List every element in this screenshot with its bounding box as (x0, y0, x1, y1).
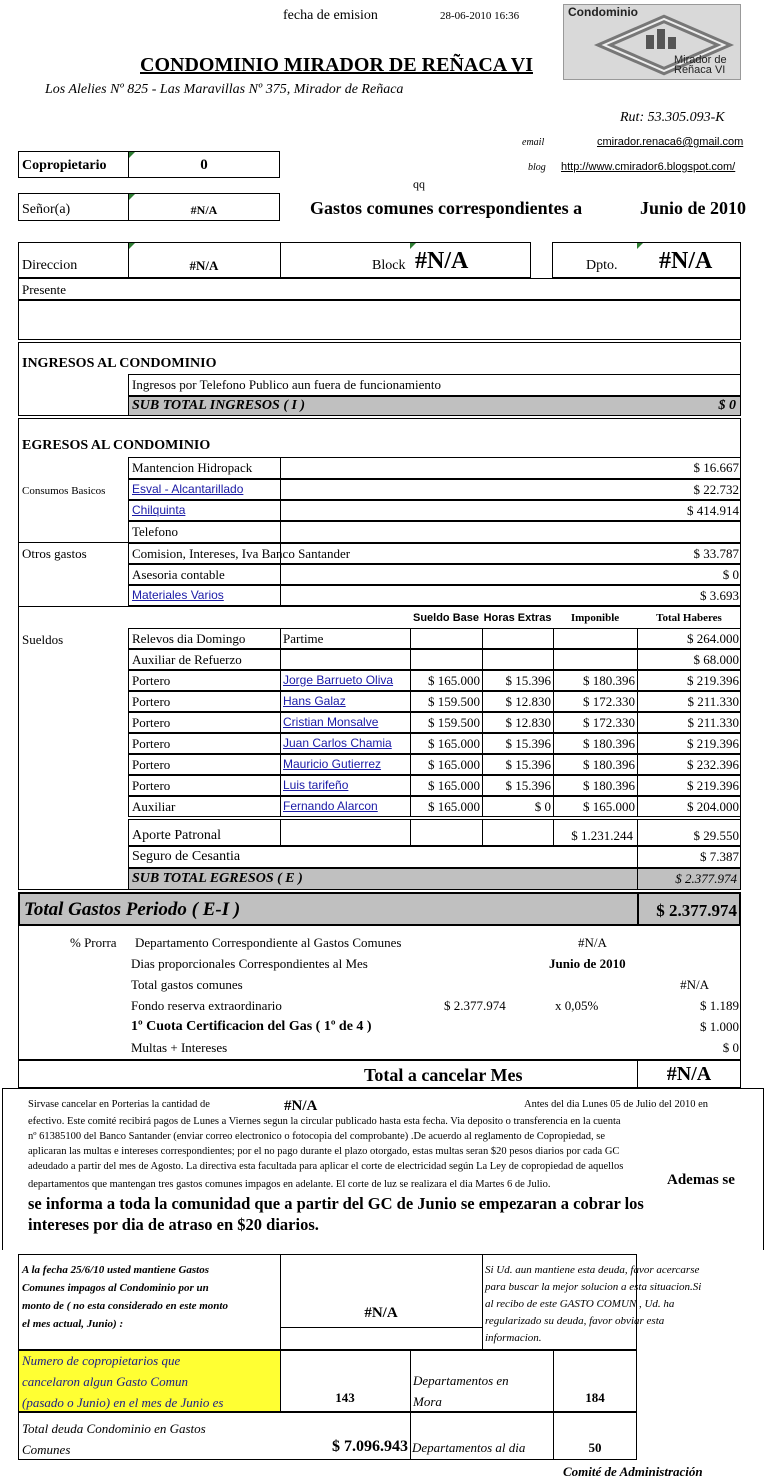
line-item-value: $ 33.787 (693, 546, 739, 561)
salary-role: Auxiliar (132, 799, 176, 814)
total-deuda-value: $ 7.096.943 (332, 1438, 408, 1455)
salary-extras: $ 15.396 (505, 673, 551, 688)
salary-total: $ 204.000 (687, 799, 739, 814)
cell-divider (553, 628, 554, 649)
cancelar-value: #N/A (666, 1063, 712, 1085)
salary-total: $ 219.396 (687, 778, 739, 793)
salary-total: $ 219.396 (687, 736, 739, 751)
salary-imponible: $ 172.330 (583, 694, 635, 709)
salary-total: $ 232.396 (687, 757, 739, 772)
section-divider (18, 542, 128, 543)
notice-line-3: nº 61385100 del Banco Santander (enviar correo electronico o fotocopia del comprobante) .De acuerdo al reglamento de Copropiedad, se (28, 1131, 606, 1142)
address: Los Alelies Nº 825 - Las Maravillas Nº 375, Mirador de Reñaca (45, 82, 404, 97)
notice-date: Antes del dia Lunes 05 de Julio del 2010 en (524, 1099, 709, 1110)
col-sueldo-base: Sueldo Base (412, 612, 480, 624)
salary-extras: $ 15.396 (505, 736, 551, 751)
fondo-label: Fondo reserva extraordinario (131, 998, 282, 1013)
salary-total: $ 219.396 (687, 673, 739, 688)
seguro-label: Seguro de Cesantia (132, 849, 241, 864)
fondo-base: $ 2.377.974 (444, 998, 506, 1013)
notice-line-4: aplicaran las multas e intereses correspondientes; por el no pago durante el plazo otorgado, estas multas seran $20 pesos diarios por cada GC (28, 1146, 620, 1157)
line-item-value: $ 3.693 (700, 588, 739, 603)
egresos-subtotal-value: $ 2.377.974 (675, 871, 737, 886)
issue-date: 28-06-2010 16:36 (440, 10, 520, 22)
fondo-value: $ 1.189 (700, 998, 739, 1013)
line-item-name[interactable]: Esval - Alcantarillado (132, 482, 244, 496)
notice-amount: #N/A (284, 1098, 318, 1114)
mora-label (413, 1370, 509, 1412)
cell-divider (482, 628, 483, 649)
salary-base: $ 165.000 (428, 778, 480, 793)
total-periodo-label: Total Gastos Periodo ( E-I ) (24, 899, 241, 920)
salary-imponible: $ 165.000 (583, 799, 635, 814)
prorra-label: % Prorra (70, 935, 117, 950)
dias-label: Dias proporcionales Correspondientes al Mes (131, 956, 368, 971)
al-dia-value: 50 (588, 1440, 602, 1455)
deuda-value: #N/A (364, 1305, 398, 1321)
gastos-title: Gastos comunes correspondientes a (310, 198, 583, 218)
mora-value: 184 (585, 1390, 605, 1405)
row-divider (280, 479, 281, 500)
dias-value: Junio de 2010 (549, 956, 626, 971)
aporte-value: $ 29.550 (693, 828, 739, 843)
total-gc-label: Total gastos comunes (131, 977, 243, 992)
salary-extras: $ 15.396 (505, 778, 551, 793)
cell-divider (280, 628, 281, 649)
multas-label: Multas + Intereses (131, 1040, 228, 1055)
salary-total: $ 211.330 (687, 715, 739, 730)
line-item-name: Asesoria contable (132, 567, 225, 582)
line-item-value: $ 16.667 (693, 460, 739, 475)
depto-label: Departamento Correspondiente al Gastos Comunes (135, 935, 402, 950)
line-item-value: $ 0 (722, 567, 739, 582)
total-deuda-label (22, 1418, 206, 1460)
logo-text-top: Condominio (568, 5, 638, 19)
direccion-value: #N/A (189, 258, 219, 273)
presente-box (18, 278, 741, 300)
salary-base: $ 165.000 (428, 673, 480, 688)
cell-divider (280, 733, 281, 754)
ingresos-item: Ingresos por Telefono Publico aun fuera de funcionamiento (132, 377, 441, 392)
cell-divider (410, 628, 411, 649)
ingresos-subtotal-label: SUB TOTAL INGRESOS ( I ) (132, 398, 306, 413)
yellow-value: 143 (335, 1390, 355, 1405)
line-item-value: $ 22.732 (693, 482, 739, 497)
cuota-value: $ 1.000 (700, 1019, 739, 1034)
issue-date-label: fecha de emision (283, 8, 378, 23)
salary-base: $ 165.000 (428, 736, 480, 751)
blog-link[interactable]: http://www.cmirador6.blogspot.com/ (561, 161, 736, 173)
salary-name[interactable]: Fernando Alarcon (283, 799, 378, 813)
salary-name[interactable]: Juan Carlos Chamia (283, 736, 392, 750)
salary-base: $ 159.500 (428, 694, 480, 709)
yellow-text (22, 1350, 223, 1413)
deuda-right-line: Si Ud. aun mantiene esta deuda, favor acercarse (485, 1264, 700, 1276)
email-label: email (522, 137, 545, 148)
salary-name[interactable]: Hans Galaz (283, 694, 346, 708)
otros-label: Otros gastos (22, 546, 87, 561)
aporte-label: Aporte Patronal (132, 828, 222, 843)
logo-text-bottom2: Reñaca VI (674, 64, 726, 76)
salary-total: $ 211.330 (687, 694, 739, 709)
line-item-name[interactable]: Materiales Varios (132, 588, 224, 602)
col-total-haberes: Total Haberes (656, 612, 722, 624)
notice-line-6: departamentos que mantengan tres gastos comunes impagos en adelante. El corte de luz se realizara el dia Martes 6 de Julio. (28, 1179, 551, 1190)
salary-base: $ 165.000 (428, 757, 480, 772)
mora-label-line: Mora (413, 1394, 442, 1409)
salary-role: Portero (132, 778, 171, 793)
dpto-label: Dpto. (586, 258, 618, 273)
seguro-value: $ 7.387 (700, 849, 739, 864)
salary-extras: $ 15.396 (505, 757, 551, 772)
email-link[interactable]: cmirador.renaca6@gmail.com (597, 136, 744, 148)
block-value: #N/A (415, 248, 469, 274)
dpto-box (552, 242, 741, 278)
salary-total: $ 68.000 (693, 652, 739, 667)
salary-imponible: $ 180.396 (583, 736, 635, 751)
salary-role: Auxiliar de Refuerzo (132, 652, 242, 667)
salary-imponible: $ 172.330 (583, 715, 635, 730)
yellow-text-line: cancelaron algun Gasto Comun (22, 1374, 188, 1389)
condominio-logo (563, 4, 741, 80)
line-item-row (128, 521, 741, 543)
fondo-pct: x 0,05% (555, 998, 599, 1013)
cell-divider (280, 691, 281, 712)
cell-divider (280, 796, 281, 817)
salary-imponible: $ 180.396 (583, 673, 635, 688)
deuda-left-text (22, 1261, 228, 1333)
line-item-name: Comision, Intereses, Iva Banco Santander (132, 546, 351, 561)
multas-value: $ 0 (722, 1040, 739, 1055)
logo-text-bottom1: Mirador de (674, 54, 727, 66)
total-periodo-value: $ 2.377.974 (656, 901, 737, 920)
total-gc-value: #N/A (680, 977, 709, 992)
col-horas-extras: Horas Extras (483, 612, 552, 624)
sueldos-label: Sueldos (22, 632, 64, 647)
salary-role: Portero (132, 694, 171, 709)
salary-name: Partime (283, 631, 324, 646)
egresos-title: EGRESOS AL CONDOMINIO (22, 438, 211, 453)
cell-divider (280, 775, 281, 796)
row-divider (280, 564, 281, 585)
ingresos-subtotal-value: $ 0 (718, 398, 736, 413)
row-divider (280, 457, 281, 479)
footer-signature: Comité de Administración (563, 1464, 703, 1479)
block-label: Block (372, 258, 406, 273)
aporte-imponible: $ 1.231.244 (571, 828, 633, 843)
salary-extras: $ 0 (534, 799, 551, 814)
col-imponible: Imponible (570, 612, 620, 624)
cell-divider (280, 754, 281, 775)
qq-text: qq (413, 177, 425, 191)
cancelar-label: Total a cancelar Mes (364, 1065, 523, 1085)
cell-divider (410, 649, 411, 670)
salary-name[interactable]: Cristian Monsalve (283, 715, 379, 729)
deuda-left-line: Comunes impagos al Condominio por un (22, 1282, 209, 1294)
salary-extras: $ 12.830 (505, 694, 551, 709)
notice-lead: Sirvase cancelar en Porterias la cantidad de (28, 1099, 210, 1110)
copropietario-value: 0 (200, 157, 208, 173)
notice-bold-2: se informa a toda la comunidad que a partir del GC de Junio se empezaran a cobrar los (28, 1194, 644, 1213)
salary-role: Portero (132, 736, 171, 751)
consumos-label: Consumos Basicos (22, 485, 106, 497)
cell-divider (482, 649, 483, 670)
salary-role: Portero (132, 715, 171, 730)
salary-role: Relevos dia Domingo (132, 631, 246, 646)
salary-role: Portero (132, 757, 171, 772)
deuda-right-line: informacion. (485, 1332, 542, 1344)
salary-name[interactable]: Luis tarifeño (283, 778, 349, 792)
deuda-left-line: monto de ( no esta considerado en este monto (22, 1300, 228, 1312)
line-item-name: Mantencion Hidropack (132, 460, 253, 475)
notice-bold-1: Ademas se (667, 1172, 735, 1188)
deuda-left-line: A la fecha 25/6/10 usted mantiene Gastos (22, 1264, 210, 1276)
deuda-right-line: al recibo de este GASTO COMUN , Ud. ha (485, 1298, 675, 1310)
line-item-value: $ 414.914 (687, 503, 739, 518)
copropietario-label: Copropietario (22, 158, 107, 173)
salary-role: Portero (132, 673, 171, 688)
row-divider (280, 500, 281, 521)
deuda-right-line: para buscar la mejor solucion a esta situacion.Si (485, 1281, 702, 1293)
salary-extras: $ 12.830 (505, 715, 551, 730)
salary-base: $ 165.000 (428, 799, 480, 814)
yellow-text-line: (pasado o Junio) en el mes de Junio es (22, 1395, 224, 1410)
row-divider (280, 585, 281, 606)
row-divider (280, 521, 281, 543)
cell-divider (280, 712, 281, 733)
salary-name[interactable]: Jorge Barrueto Oliva (283, 673, 394, 687)
cell-divider (280, 670, 281, 691)
salary-total: $ 264.000 (687, 631, 739, 646)
dpto-value: #N/A (659, 248, 713, 274)
rut: Rut: 53.305.093-K (620, 110, 725, 125)
direccion-label: Direccion (22, 258, 78, 273)
salary-imponible: $ 180.396 (583, 757, 635, 772)
cell-divider (280, 649, 281, 670)
egresos-subtotal-label: SUB TOTAL EGRESOS ( E ) (132, 871, 303, 886)
notice-line-5: adeudado a partir del mes de Agosto. La directiva esta facultada para aplicar el corte de electricidad según La Ley de copropiedad de aquellos (28, 1161, 624, 1172)
yellow-text-line: Numero de copropietarios que (22, 1353, 181, 1368)
depto-value: #N/A (578, 935, 607, 950)
line-item-name[interactable]: Chilquinta (132, 503, 186, 517)
senor-value: #N/A (190, 203, 218, 217)
blog-label: blog (528, 162, 546, 173)
deuda-right-line: regularizado su deuda, favor obviar esta (485, 1315, 665, 1327)
mora-label-line: Departamentos en (413, 1373, 509, 1388)
notice-body (28, 1114, 756, 1192)
page-title: CONDOMINIO MIRADOR DE REÑACA VI (140, 54, 533, 76)
total-deuda-label-line: Total deuda Condominio en Gastos (22, 1421, 206, 1436)
salary-imponible: $ 180.396 (583, 778, 635, 793)
total-deuda-label-line: Comunes (22, 1442, 71, 1457)
presente-label: Presente (22, 282, 67, 297)
salary-base: $ 159.500 (428, 715, 480, 730)
period: Junio de 2010 (640, 198, 747, 218)
senor-label: Señor(a) (22, 202, 71, 217)
salary-name[interactable]: Mauricio Gutierrez (283, 757, 382, 771)
ingresos-title: INGRESOS AL CONDOMINIO (22, 356, 217, 371)
notice-line-2: efectivo. Este comité recibirá pagos de Lunes a Viernes segun la circular publicado hasta esta fecha. Via deposito o transferencia en la cuenta (28, 1116, 621, 1127)
deuda-left-line: el mes actual, Junio) : (22, 1318, 124, 1330)
cell-divider (553, 649, 554, 670)
cuota-label: 1º Cuota Certificacion del Gas ( 1º de 4 ) (131, 1019, 372, 1034)
notice-bold-3: intereses por dia de atraso en $20 diarios. (28, 1215, 319, 1234)
al-dia-label: Departamentos al dia (412, 1440, 526, 1455)
line-item-name: Telefono (132, 524, 179, 539)
blank-box (18, 300, 741, 340)
deuda-right-text (485, 1262, 701, 1347)
